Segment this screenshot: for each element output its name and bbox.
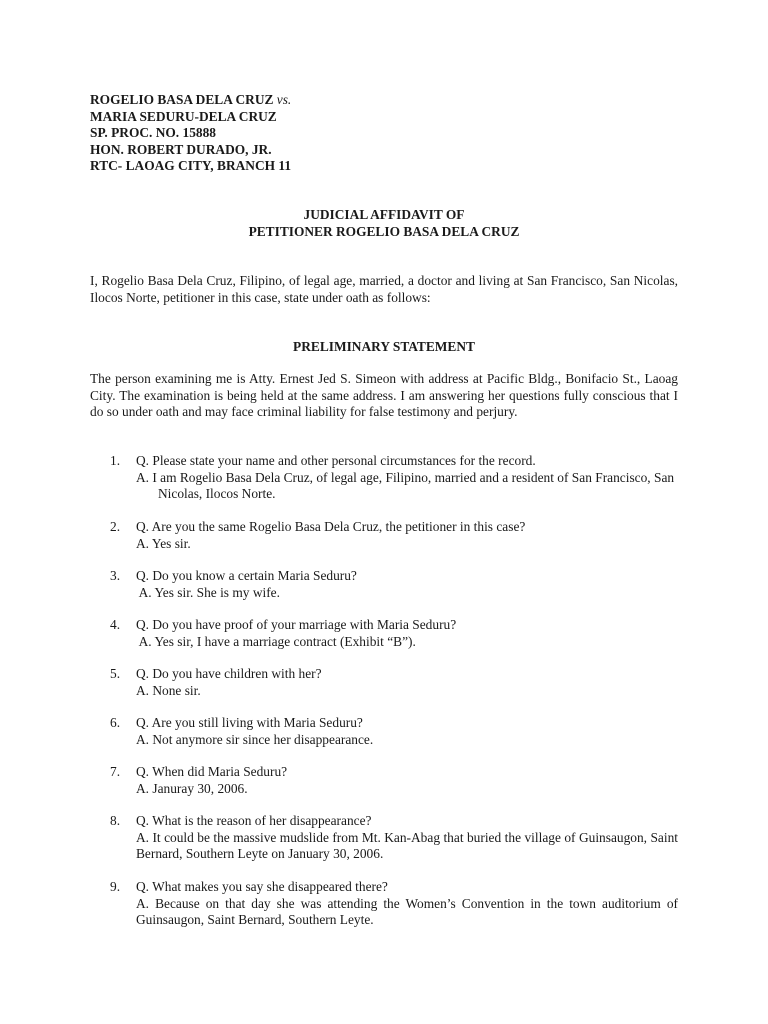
intro-paragraph: I, Rogelio Basa Dela Cruz, Filipino, of legal age, married, a doctor and living at San Francisco, San Nicolas, Ilocos Norte, petitioner in this case, state under oath as follows: <box>90 273 678 305</box>
caption-parties-line <box>90 92 291 109</box>
qa-answer: A. Yes sir. She is my wife. <box>136 584 280 600</box>
qa-question: Q. Do you know a certain Maria Seduru? <box>136 568 357 583</box>
document-title <box>90 207 678 240</box>
petitioner-name: ROGELIO BASA DELA CRUZ <box>90 92 277 107</box>
qa-number: 6. <box>110 715 121 730</box>
qa-question: Q. Are you still living with Maria Seduru? <box>136 715 363 730</box>
preliminary-heading: PRELIMINARY STATEMENT <box>293 339 475 354</box>
qa-answer: A. Januray 30, 2006. <box>136 780 248 796</box>
qa-answer: A. Yes sir. <box>136 535 191 551</box>
qa-number: 7. <box>110 764 121 779</box>
title-line-1: JUDICIAL AFFIDAVIT OF <box>303 207 465 222</box>
qa-number: 5. <box>110 666 121 681</box>
qa-answer: A. Not anymore sir since her disappearance. <box>136 731 374 747</box>
qa-question: Q. Please state your name and other personal circumstances for the record. <box>136 453 536 468</box>
preliminary-paragraph: The person examining me is Atty. Ernest Jed S. Simeon with address at Pacific Bldg., Bonifacio St., Laoag City. The examination is being held at the same address. I am answering her questions fully conscious that I do so under oath and may face criminal liability for false testimony and perjury. <box>90 371 678 420</box>
qa-number: 2. <box>110 519 121 534</box>
qa-number: 4. <box>110 617 121 632</box>
qa-question: Q. Do you have proof of your marriage with Maria Seduru? <box>136 617 457 632</box>
court-branch: RTC- LAOAG CITY, BRANCH 11 <box>90 158 292 174</box>
qa-number: 1. <box>110 453 121 468</box>
qa-answer: A. Because on that day she was attending the Women’s Convention in the town auditorium of Guinsaugon, Saint Bernard, Southern Leyte. <box>136 895 678 928</box>
qa-question: Q. Do you have children with her? <box>136 666 322 681</box>
qa-answer: A. It could be the massive mudslide from Mt. Kan-Abag that buried the village of Guinsaugon, Saint Bernard, Southern Leyte on January 30, 2006. <box>136 829 678 862</box>
qa-number: 9. <box>110 879 121 894</box>
qa-answer: A. I am Rogelio Basa Dela Cruz, of legal age, Filipino, married and a resident of San Francisco, San Nicolas, Ilocos Norte. <box>136 469 675 502</box>
qa-question: Q. What is the reason of her disappearance? <box>136 813 372 828</box>
qa-question: Q. Are you the same Rogelio Basa Dela Cruz, the petitioner in this case? <box>136 519 526 534</box>
judge-name: HON. ROBERT DURADO, JR. <box>90 141 272 157</box>
title-line-2: PETITIONER ROGELIO BASA DELA CRUZ <box>248 223 520 239</box>
respondent-name: MARIA SEDURU-DELA CRUZ <box>90 108 277 124</box>
qa-question: Q. What makes you say she disappeared there? <box>136 879 388 894</box>
qa-question: Q. When did Maria Seduru? <box>136 764 288 779</box>
qa-number: 3. <box>110 568 121 583</box>
versus-label: vs. <box>276 92 292 107</box>
qa-answer: A. None sir. <box>136 682 201 698</box>
qa-answer: A. Yes sir, I have a marriage contract (Exhibit “B”). <box>136 633 416 649</box>
case-number: SP. PROC. NO. 15888 <box>90 125 216 141</box>
qa-number: 8. <box>110 813 121 828</box>
case-caption <box>90 92 291 175</box>
